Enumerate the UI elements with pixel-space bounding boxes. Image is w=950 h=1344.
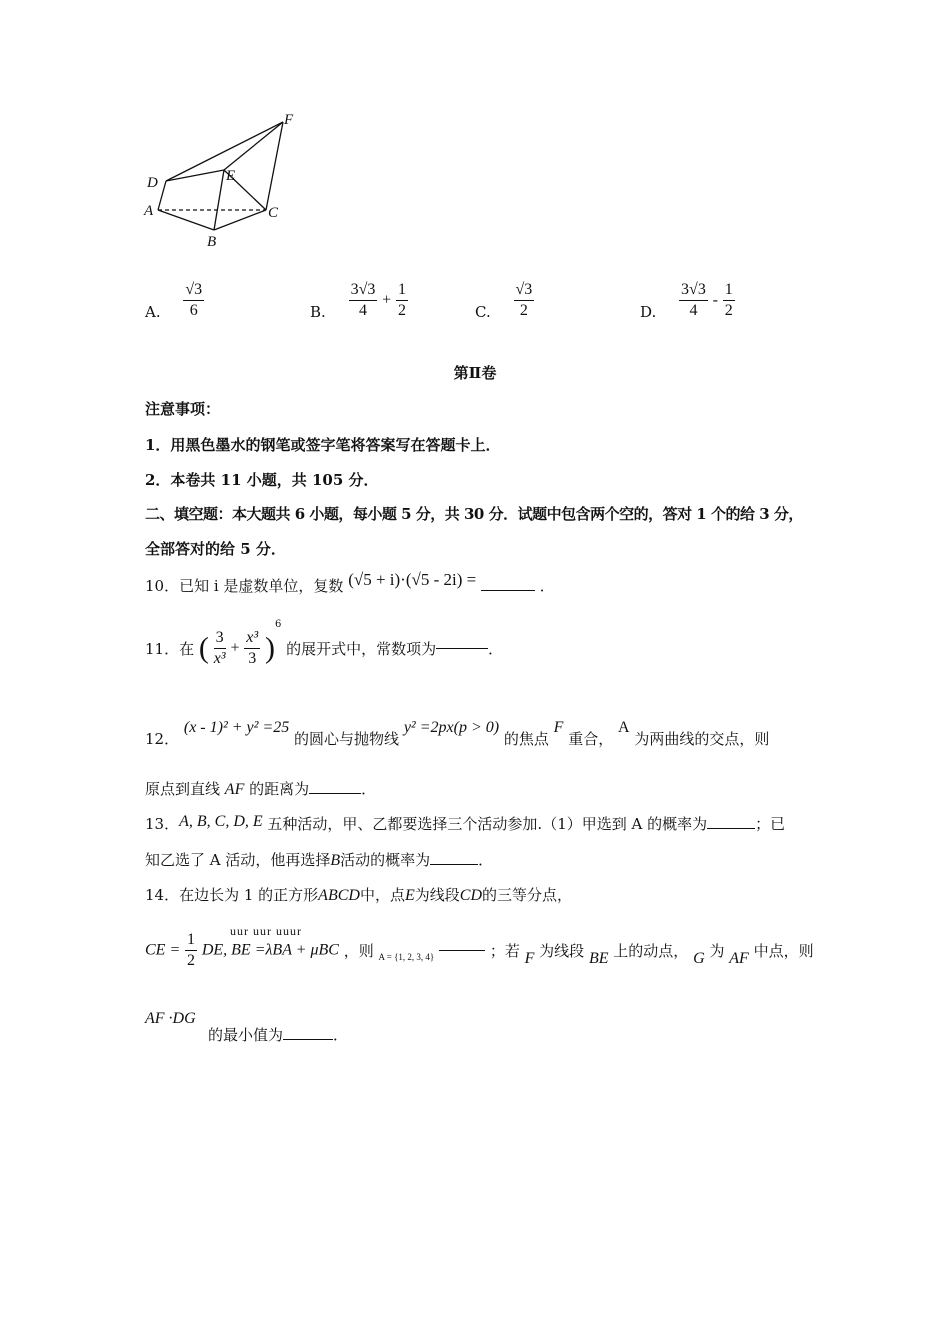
label-A: A xyxy=(144,203,154,219)
geometry-figure xyxy=(140,110,310,255)
q14-answer-blank-1[interactable] xyxy=(439,950,485,951)
edge-EB xyxy=(214,170,224,230)
q10-expression: (√5 + i)·(√5 - 2i) = xyxy=(348,570,477,589)
option-c-label: C. xyxy=(475,302,491,321)
option-a xyxy=(145,280,204,321)
option-c: C. $\frac{√3}{2}$ xyxy=(475,281,533,321)
notice-item-2: 2．本卷共 11 小题，共 105 分． xyxy=(145,471,379,489)
q13-answer-blank-1[interactable] xyxy=(707,828,755,829)
q14-answer-blank-2[interactable] xyxy=(283,1039,333,1040)
label-F: F xyxy=(284,112,294,128)
question-12: 12． (x - 1)² + y² =25 的圆心与抛物线 y² =2px(p > 0) 的焦点 F 重合， A 为两曲线的交点，则 xyxy=(145,719,770,748)
label-B: B xyxy=(207,234,217,250)
notice-heading: 注意事项： xyxy=(145,400,221,418)
edge-FC xyxy=(266,122,283,210)
question-13: 13．A, B, C, D, E 五种活动，甲、乙都要选择三个活动参加.（1）甲选到 A 的概率为 ；已 xyxy=(145,813,786,833)
question-14-line2: CE = $\frac{1}{2}$ DE, BE =λBA + μBC ，则 $_{A = \{1, 2, 3, 4\}}$ ；若 F 为线段 BE 上的动点， G 为 AF 中点，则 xyxy=(145,931,814,969)
option-d: D. $\frac{3√3}{4}$ - $\frac{1}{2}$ xyxy=(640,281,733,321)
question-13-line2: 知乙选了 A 活动，他再选择B活动的概率为 ． xyxy=(145,851,494,869)
part2-instructions-line2: 全部答对的给 5 分． xyxy=(145,540,286,558)
question-10: 10．已知 i 是虚数单位，复数 (√5 + i)·(√5 - 2i) = ． xyxy=(145,570,555,595)
notice-item-1: 1．用黑色墨水的钢笔或签字笔将答案写在答题卡上． xyxy=(145,436,501,454)
q12-answer-blank[interactable] xyxy=(309,793,361,794)
option-a-label: A. xyxy=(145,302,161,321)
question-11: 11．在 ( $\frac{3}{\text{x³}}$ + $\frac{\text{x³}}{3}$ )$^6$ 的展开式中，常数项为 ． xyxy=(145,618,504,667)
edge-DA xyxy=(158,181,166,210)
q14-vector-arrows: uur uur uuur xyxy=(230,924,302,938)
edge-BC xyxy=(214,210,266,230)
q14-small-set: A = {1, 2, 3, 4} xyxy=(378,951,435,962)
edge-DE xyxy=(166,170,224,181)
q10-answer-blank[interactable] xyxy=(481,590,535,591)
label-C: C xyxy=(268,205,279,221)
q14-vector-equation: DE, BE =λBA + μBC xyxy=(201,941,339,959)
option-b: B. $\frac{3√3}{4}$ + $\frac{1}{2}$ xyxy=(310,281,406,321)
q12-parabola-equation: y² =2px(p > 0) xyxy=(403,719,500,736)
q11-answer-blank[interactable] xyxy=(436,648,488,649)
option-b-label: B. xyxy=(310,302,326,321)
option-a-fraction: $\frac{√3}{6}$ xyxy=(185,281,203,319)
edge-EF xyxy=(224,122,283,170)
part2-instructions-line1: 二、填空题：本大题共 6 小题，每小题 5 分，共 30 分．试题中包含两个空的，答对 1 个的给 3 分， xyxy=(145,505,803,523)
section-title: 第Ⅱ卷 xyxy=(453,364,497,382)
edge-AB xyxy=(158,210,214,230)
edge-DF xyxy=(166,122,283,181)
q14-dot-product: AF ·DG xyxy=(145,1010,196,1027)
question-12-line2: 原点到直线 AF 的距离为 ． xyxy=(145,780,377,798)
q12-circle-equation: (x - 1)² + y² =25 xyxy=(183,719,290,736)
question-14: 14．在边长为 1 的正方形ABCD中，点E为线段CD的三等分点， xyxy=(145,886,573,904)
question-14-line3 xyxy=(145,1010,196,1028)
q13-answer-blank-2[interactable] xyxy=(430,864,478,865)
label-E: E xyxy=(226,168,236,184)
option-d-label: D. xyxy=(640,302,657,321)
label-D: D xyxy=(147,175,158,191)
